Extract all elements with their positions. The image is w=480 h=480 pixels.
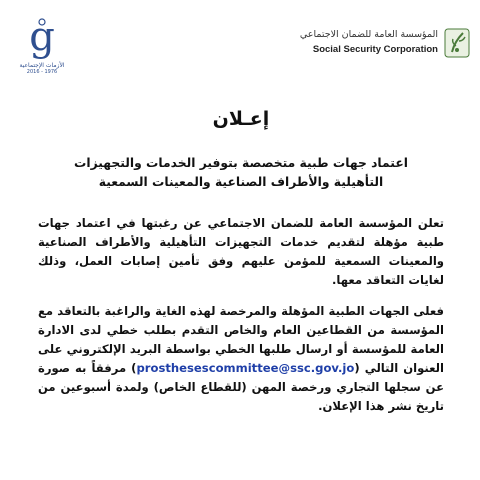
- svg-text:g: g: [29, 14, 55, 60]
- subject-line-2: التأهيلية والأطراف الصناعية والمعينات السمعية: [98, 175, 384, 189]
- paragraph-1: تعلن المؤسسة العامة للضمان الاجتماعي عن رغبتها في اعتماد جهات طبية مؤهلة لتقديم خدمات التجهيزات التأهيلية والأطراف الصناعية والمعينات السمعية للمؤمن عليهم وفق تأمين إصابات العمل، وذلك لغايات التعاقد معها.: [38, 216, 444, 287]
- org-name-arabic: المؤسسة العامة للضمان الاجتماعي: [299, 29, 438, 40]
- announcement-title: إعـلان: [212, 108, 270, 130]
- announcement-subject: [38, 154, 444, 192]
- paragraph-2-intro: فعلى الجهات الطبية المؤهلة والمرخصة لهذه الغاية والراغبة بالتعاقد مع المؤسسة من القطاعين العام والخاص التقدم بطلب خطي لدى الادارة العامة للمؤسسة أو ارسال طلبها الخطي بواسطة البريد الإلكتروني على العنوان التالي (: [38, 304, 444, 375]
- anniversary-logo-icon: [22, 12, 62, 62]
- subject-line-1: اعتماد جهات طبية متخصصة بتوفير الخدمات والتجهيزات: [74, 156, 408, 170]
- paragraph-2: [38, 302, 444, 416]
- ssc-logo: [292, 28, 470, 60]
- left-logo: [19, 12, 65, 75]
- left-logo-tagline: الأزمات الإجتماعية: [19, 62, 65, 69]
- left-logo-year: 2016 - 1976: [26, 69, 58, 75]
- announcement-body: [38, 106, 444, 428]
- ssc-emblem-icon: [444, 28, 470, 58]
- email-link[interactable]: prosthesescommittee@ssc.gov.jo: [136, 361, 355, 375]
- paragraph-2-outro: ) مرفقاً به صورة عن سجلها التجاري ورخصة المهن (للقطاع الخاص) ولمدة أسبوعين من تاريخ نشر هذا الإعلان.: [38, 361, 444, 413]
- org-name-english: Social Security Corporation: [312, 44, 438, 55]
